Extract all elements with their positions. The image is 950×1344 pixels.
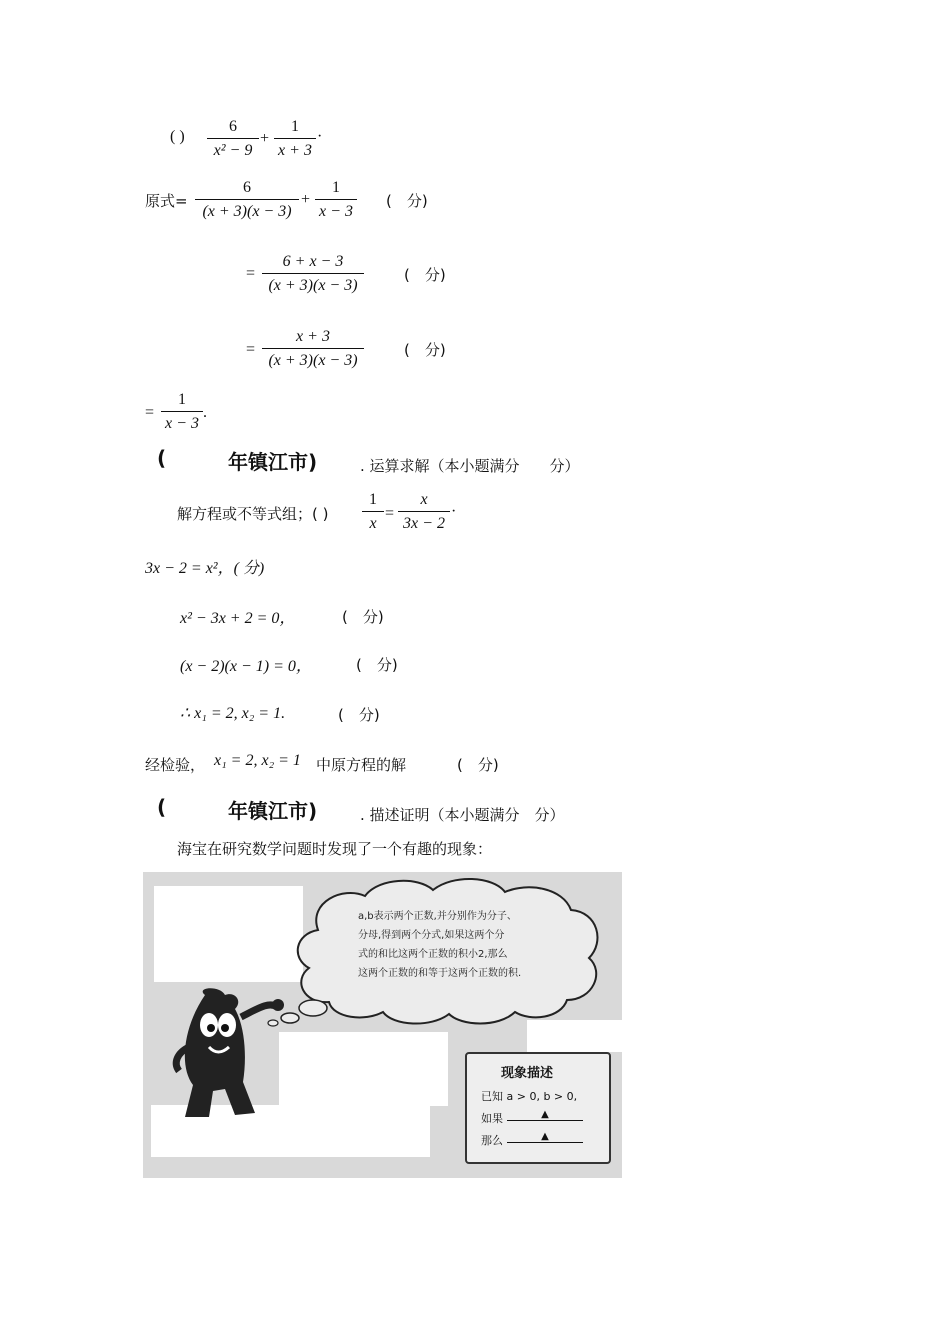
bubble-line: 式的和比这两个正数的积小2,那么 <box>358 949 508 960</box>
solution-line: x² − 3x + 2 = 0， <box>180 610 296 627</box>
intro-text: 海宝在研究数学问题时发现了一个有趣的现象： <box>177 840 493 858</box>
haibao-mascot-icon <box>165 987 285 1127</box>
box-label: 那么 <box>481 1134 503 1147</box>
bubble-line: 分母,得到两个分式,如果这两个分 <box>358 930 505 941</box>
score-note: ( 分) <box>404 341 446 359</box>
check-prefix: 经检验， <box>145 756 206 774</box>
step-prefix: 原式= <box>145 192 188 210</box>
box-line: 已知 a > 0, b > 0, <box>481 1090 578 1103</box>
bubble-line: 这两个正数的和等于这两个正数的积. <box>358 968 522 979</box>
bubble-text <box>358 907 568 983</box>
bubble-line: a,b表示两个正数,并分别作为分子、 <box>358 911 517 922</box>
solution-line: (x − 2)(x − 1) = 0， <box>180 658 312 675</box>
score-note: ( 分) <box>386 192 428 210</box>
plus-sign: + <box>260 130 270 147</box>
score-note: ( 分) <box>342 608 384 626</box>
check-math: x₁ = 2, x₂ = 1 <box>214 752 301 769</box>
score-note: ( 分) <box>356 656 398 674</box>
section-open-paren: ( <box>157 446 167 470</box>
fraction: $\frac{1}{x - 3}$ <box>315 179 357 221</box>
solution-line: ∴ x₁ = 2, x₂ = 1. <box>180 705 286 722</box>
blank-answer-line: ▲ <box>507 1131 583 1143</box>
fraction: $\frac{x + 3}{(x + 3)(x - 3)}$ <box>262 328 364 370</box>
problem-illustration <box>143 872 622 1178</box>
fraction: $\frac{1}{x - 3}$ <box>161 391 203 433</box>
dot: · <box>451 503 457 520</box>
period: . <box>203 404 207 421</box>
fraction: $\frac{1}{x}$ <box>362 491 384 533</box>
section-desc: . 运算求解（本小题满分 分） <box>360 457 580 475</box>
equals-sign: = <box>145 404 155 421</box>
fraction: $\frac{x}{3x - 2}$ <box>398 491 450 533</box>
plus-sign: + <box>301 191 311 208</box>
fraction: $\frac{6 + x - 3}{(x + 3)(x - 3)}$ <box>262 253 364 295</box>
score-note: ( 分) <box>338 706 380 724</box>
section-desc: . 描述证明（本小题满分 分） <box>360 806 565 824</box>
fraction: $\frac{1}{x + 3}$ <box>274 118 316 160</box>
score-note: ( 分) <box>404 266 446 284</box>
box-title: 现象描述 <box>501 1066 554 1081</box>
equals-sign: = <box>385 505 395 522</box>
solution-line: 3x − 2 = x²，( 分) <box>145 560 265 577</box>
phenomenon-box <box>465 1052 611 1164</box>
section-title: 年镇江市) <box>228 450 318 474</box>
problem-label: ( ) <box>170 128 185 145</box>
fraction: $\frac{6}{\text{x² − 9}}$ <box>207 118 259 160</box>
blank-answer-line: ▲ <box>507 1109 583 1121</box>
problem-label: 解方程或不等式组；( ) <box>177 505 329 523</box>
section-open-paren: ( <box>157 795 167 819</box>
dot: · <box>317 128 323 145</box>
equals-sign: = <box>246 265 256 282</box>
score-note: ( 分) <box>457 756 499 774</box>
check-suffix: 中原方程的解 <box>316 756 407 774</box>
section-title: 年镇江市) <box>228 799 318 823</box>
equals-sign: = <box>246 341 256 358</box>
fraction: $\frac{6}{(x + 3)(x - 3)}$ <box>195 179 299 221</box>
box-label: 如果 <box>481 1112 503 1125</box>
